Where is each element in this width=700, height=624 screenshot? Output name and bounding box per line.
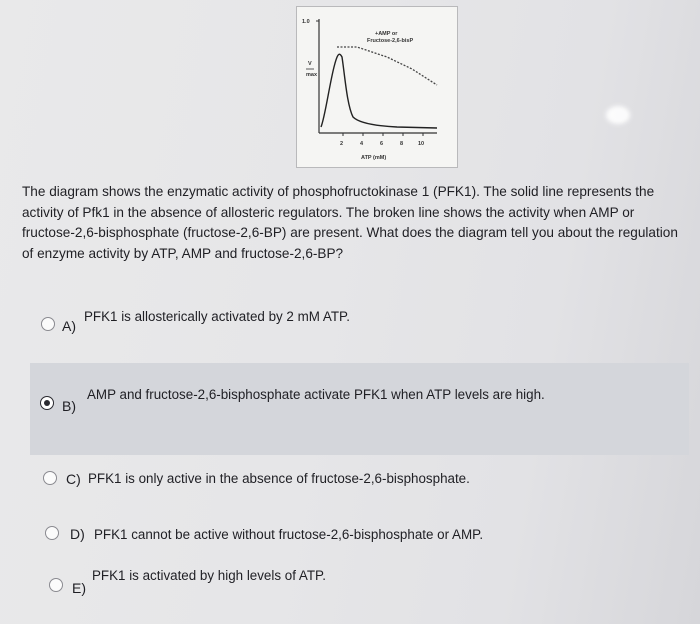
radio-d[interactable] [45,526,59,540]
option-c-letter: C) [66,471,81,487]
light-glare [606,106,630,124]
option-b-text[interactable]: AMP and fructose-2,6-bisphosphate activate PFK1 when ATP levels are high. [87,387,545,402]
selected-option-highlight [30,363,689,455]
x-axis-label: ATP (mM) [361,155,387,161]
y-axis-sub-label: max [306,72,318,78]
broken-line-curve [337,47,437,85]
option-b-letter: B) [62,398,76,414]
option-c-text[interactable]: PFK1 is only active in the absence of fructose-2,6-bisphosphate. [88,471,470,486]
question-text: The diagram shows the enzymatic activity of phosphofructokinase 1 (PFK1). The solid line represents the activity of Pfk1 in the absence of allosteric regulators. The broken line shows the activity when AMP or fructose-2,6-bisphosphate (fructose-2,6-BP) are present. What does the diagram tell you about the regulation of enzyme activity by ATP, AMP and fructose-2,6-BP? [22,184,678,261]
legend-line-2: Fructose-2,6-bisP [367,38,414,44]
x-tick-label: 6 [380,141,384,147]
option-a-letter: A) [62,318,76,334]
radio-c[interactable] [43,471,57,485]
option-a-text[interactable]: PFK1 is allosterically activated by 2 mM ATP. [84,309,350,324]
y-tick-label: 1.0 [302,19,310,25]
x-tick-label: 10 [418,141,425,147]
y-axis-label: V [308,61,312,67]
x-tick-label: 4 [360,141,364,147]
activity-graph [297,7,457,167]
option-d-text[interactable]: PFK1 cannot be active without fructose-2,6-bisphosphate or AMP. [94,527,484,542]
x-tick-label: 2 [340,141,344,147]
option-d-letter: D) [70,526,85,542]
solid-line-curve [321,54,437,128]
radio-e[interactable] [49,578,63,592]
radio-a[interactable] [41,317,55,331]
option-e-letter: E) [72,580,86,596]
legend-line-1: +AMP or [375,31,398,37]
x-tick-label: 8 [400,141,404,147]
enzyme-activity-figure [296,6,458,168]
radio-b[interactable] [40,396,54,410]
option-e-text[interactable]: PFK1 is activated by high levels of ATP. [92,568,326,583]
